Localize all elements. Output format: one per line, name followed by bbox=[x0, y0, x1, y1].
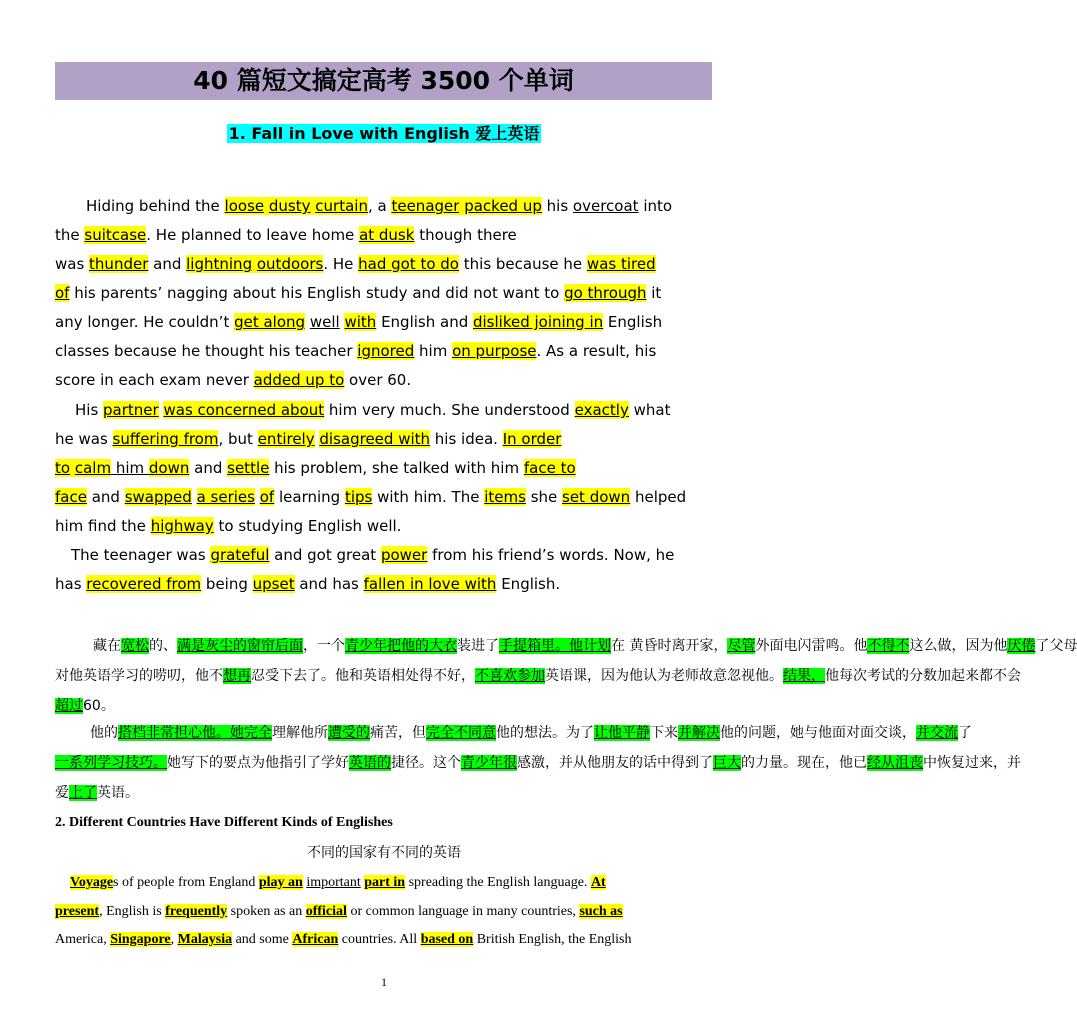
vocab-malaysia: Malaysia bbox=[177, 932, 233, 947]
text-run: 理解他所 bbox=[272, 725, 328, 741]
text-run: countries. All bbox=[338, 932, 421, 947]
text-run: 了 bbox=[958, 725, 972, 741]
vocab-teenager: teenager bbox=[391, 197, 460, 215]
text-run: his parents’ nagging about his English study and did not want to bbox=[69, 284, 565, 302]
vocab-suitcase: suitcase bbox=[84, 226, 147, 244]
vocab-cn: 搭档非常担心他。她 bbox=[118, 725, 244, 741]
vocab-cn: 宽松 bbox=[121, 638, 149, 654]
text-run: 他的问题， bbox=[720, 725, 790, 741]
vocab-cn: 上了 bbox=[69, 785, 97, 801]
vocab-at: At bbox=[590, 875, 606, 890]
para1-line-3 bbox=[55, 250, 715, 279]
text-run: was bbox=[55, 255, 90, 273]
text-run: him find the bbox=[55, 517, 151, 535]
text-run: 在 黄昏时离开家， bbox=[611, 638, 728, 654]
vocab-well: well bbox=[309, 313, 340, 331]
para1-line-2 bbox=[55, 221, 715, 250]
text-run: and bbox=[189, 459, 228, 477]
section2-heading: 2. Different Countries Have Different Kinds of Englishes bbox=[55, 815, 393, 830]
vocab-of: of bbox=[55, 284, 70, 302]
vocab-cn: 一系列 bbox=[55, 755, 97, 771]
vocab-partner: partner bbox=[103, 401, 159, 419]
text-run: the bbox=[55, 226, 85, 244]
vocab-fallen-in-love-with: fallen in love with bbox=[363, 575, 497, 593]
vocab-settle: settle bbox=[227, 459, 270, 477]
para1-line-4 bbox=[55, 279, 715, 308]
text-run: 英语课， bbox=[545, 668, 601, 684]
vocab-disliked-joining-in: disliked joining in bbox=[472, 313, 604, 331]
text-run: 对他英语学习的唠叨，他不 bbox=[55, 668, 223, 684]
paragraph-1 bbox=[55, 192, 715, 395]
vocab-cn: 完全不同意 bbox=[426, 725, 496, 741]
text-run: 他每次考试的分数加起来都不会 bbox=[825, 668, 1021, 684]
vocab-thunder: thunder bbox=[89, 255, 149, 273]
section2-line-1 bbox=[55, 869, 715, 898]
text-run: 外面电闪雷鸣。他 bbox=[755, 638, 868, 654]
para3-line-1 bbox=[55, 541, 715, 570]
vocab-cn: 英语的 bbox=[349, 755, 391, 771]
vocab-cn: 学习 bbox=[97, 755, 125, 771]
vocab-upset: upset bbox=[252, 575, 295, 593]
vocab-cn: 手提箱里。他计划 bbox=[499, 638, 611, 654]
text-run: with him. The bbox=[372, 488, 485, 506]
vocab-suffering-from: suffering from bbox=[112, 430, 219, 448]
text-run: 的、 bbox=[149, 638, 177, 654]
para1-line-7 bbox=[55, 366, 715, 395]
text-run: 中恢复过来，并 bbox=[923, 755, 1021, 771]
text-run: 写下的要点为他指引了学好 bbox=[181, 755, 349, 771]
vocab-curtain: curtain bbox=[315, 197, 368, 215]
text-run: 这么做，因为他 bbox=[909, 638, 1008, 654]
para1-line-5 bbox=[55, 308, 715, 337]
text-run: what bbox=[628, 401, 671, 419]
translation-paragraph-2 bbox=[55, 718, 1021, 808]
text-run: America bbox=[55, 932, 104, 947]
text-run: Hiding behind the bbox=[86, 197, 225, 215]
text-run: 因为他认为老师故意忽视他。 bbox=[601, 668, 783, 684]
text-run: and has bbox=[294, 575, 364, 593]
text-run: 他的想法。为了 bbox=[496, 725, 594, 741]
para2-line-1 bbox=[55, 396, 715, 425]
vocab-cn: 让他平静 bbox=[594, 725, 650, 741]
text-run: 他的 bbox=[90, 725, 118, 741]
vocab-a-series: a series bbox=[196, 488, 255, 506]
text-run: spreading the English language. bbox=[405, 875, 591, 890]
text-run: classes because he thought his teacher bbox=[55, 342, 358, 360]
vocab-ignored: ignored bbox=[357, 342, 415, 360]
vocab-cn: 并解决 bbox=[678, 725, 720, 741]
vocab-cn: 青少年很 bbox=[461, 755, 517, 771]
vocab-singapore: Singapore bbox=[110, 932, 171, 947]
text-run: 装进了 bbox=[457, 638, 499, 654]
vocab-set-down: set down bbox=[562, 488, 631, 506]
paragraph-3 bbox=[55, 541, 715, 599]
vocab-disagreed-with: disagreed with bbox=[319, 430, 431, 448]
vocab-cn: 想再 bbox=[223, 668, 251, 684]
text-run: , a bbox=[367, 197, 392, 215]
text-run: English. bbox=[496, 575, 561, 593]
text-run: English and bbox=[376, 313, 473, 331]
text-run: his idea. bbox=[430, 430, 503, 448]
text-run: his bbox=[541, 197, 573, 215]
text-run: 捷径。这个 bbox=[391, 755, 461, 771]
vocab-to: to bbox=[55, 459, 71, 477]
text-run: from his friend’s words. Now, he bbox=[427, 546, 675, 564]
vocab-frequently: frequently bbox=[165, 903, 228, 919]
vocab-part-in: part in bbox=[364, 875, 406, 890]
text-run: His bbox=[75, 401, 104, 419]
vocab-cn: 遭受的 bbox=[328, 725, 370, 741]
vocab-power: power bbox=[380, 546, 428, 564]
vocab-cn: 尽管 bbox=[727, 638, 756, 654]
vocab-exactly: exactly bbox=[574, 401, 629, 419]
text-run: 下来 bbox=[650, 725, 678, 741]
text-run: 的力量。现在，他已 bbox=[741, 755, 867, 771]
vocab-cn: 经从 bbox=[867, 755, 895, 771]
page-number: 1 bbox=[381, 975, 387, 989]
vocab-lightning: lightning bbox=[186, 255, 253, 273]
text-run: , bbox=[170, 932, 178, 947]
vocab-based-on: based on bbox=[420, 932, 474, 947]
vocab-cn: 厌倦 bbox=[1007, 638, 1036, 654]
vocab-cn: 并交流 bbox=[916, 725, 958, 741]
translation-paragraph-1 bbox=[55, 631, 1077, 721]
vocab-had-got-to-do: had got to do bbox=[358, 255, 459, 273]
vocab-cn: 完全 bbox=[244, 725, 272, 741]
vocab-cn: 满是灰尘的窗帘后面 bbox=[177, 638, 303, 654]
section1-heading-wrap bbox=[0, 122, 768, 146]
vocab-recovered-from: recovered from bbox=[86, 575, 202, 593]
text-run: and bbox=[148, 255, 187, 273]
text-run: British English, the English bbox=[473, 932, 632, 947]
vocab-tips: tips bbox=[344, 488, 373, 506]
vocab-official: official bbox=[305, 903, 347, 919]
text-run: being bbox=[201, 575, 253, 593]
cn2-line-1 bbox=[55, 718, 972, 748]
text-run: learning bbox=[274, 488, 345, 506]
vocab-was-tired: was tired bbox=[586, 255, 656, 273]
para2-line-2 bbox=[55, 425, 715, 454]
vocab-cn: 不得不 bbox=[867, 638, 910, 654]
text-run: 忍受下去了。他和英语相处得不好， bbox=[251, 668, 475, 684]
text-run: he was bbox=[55, 430, 113, 448]
para3-line-2 bbox=[55, 570, 715, 599]
text-run: score in each exam never bbox=[55, 371, 254, 389]
text-run: . As a result, his bbox=[536, 342, 657, 360]
text-run: 痛苦，但 bbox=[370, 725, 426, 741]
text-run: 她与他面对面交谈， bbox=[790, 725, 916, 741]
vocab-african: African bbox=[292, 932, 339, 947]
vocab-such-as: such as bbox=[579, 903, 623, 919]
text-run: s of people from England bbox=[113, 875, 259, 890]
vocab-cn: 沮丧 bbox=[895, 755, 923, 771]
text-run: over 60. bbox=[344, 371, 412, 389]
cn2-line-3 bbox=[55, 778, 715, 808]
vocab-items: items bbox=[484, 488, 526, 506]
vocab-on-purpose: on purpose bbox=[452, 342, 537, 360]
vocab-loose: loose bbox=[224, 197, 265, 215]
text-run: , English is bbox=[99, 903, 166, 919]
vocab-grateful: grateful bbox=[210, 546, 270, 564]
cn1-line-3 bbox=[55, 691, 715, 721]
vocab-added-up-to: added up to bbox=[253, 371, 345, 389]
text-run: into bbox=[638, 197, 673, 215]
vocab-important: important bbox=[306, 875, 361, 890]
text-run: 感激，并从他朋友的话中得到了 bbox=[517, 755, 713, 771]
vocab-of: of bbox=[259, 488, 275, 506]
text-run: or common language in many countries, bbox=[346, 903, 580, 919]
vocab-cn: 超过 bbox=[55, 698, 83, 714]
vocab-play-an: play an bbox=[258, 875, 303, 890]
text-run bbox=[192, 488, 197, 506]
section2-line-3 bbox=[55, 926, 715, 955]
vocab-highway: highway bbox=[150, 517, 214, 535]
text-run: ，一个 bbox=[303, 638, 345, 654]
vocab-packed-up: packed up bbox=[464, 197, 542, 215]
cn1-line-2 bbox=[55, 661, 1021, 691]
text-run: and some bbox=[232, 932, 293, 947]
section2-line-2 bbox=[55, 898, 715, 927]
vocab-get-along: get along bbox=[234, 313, 306, 331]
para1-line-6 bbox=[55, 337, 715, 366]
vocab-at-dusk: at dusk bbox=[359, 226, 415, 244]
vocab-overcoat: overcoat bbox=[572, 197, 639, 215]
text-run: she bbox=[525, 488, 563, 506]
section2-paragraph bbox=[55, 869, 715, 955]
vocab-down: down bbox=[148, 459, 190, 477]
text-run: to studying English well. bbox=[213, 517, 402, 535]
text-run: it bbox=[646, 284, 662, 302]
text-run: 了父母 bbox=[1035, 638, 1077, 654]
text-run: him very much. She understood bbox=[324, 401, 575, 419]
vocab-go-through: go through bbox=[564, 284, 647, 302]
text-run: spoken as an bbox=[227, 903, 306, 919]
page-title: 40 篇短文搞定高考 3500 个单词 bbox=[55, 62, 712, 100]
text-run: 60。 bbox=[83, 698, 115, 714]
para2-line-5 bbox=[55, 512, 715, 541]
vocab-cn: 不喜欢 bbox=[475, 668, 517, 684]
text-run: this because he bbox=[459, 255, 587, 273]
vocab-outdoors: outdoors bbox=[256, 255, 324, 273]
vocab-in-order: In order bbox=[502, 430, 562, 448]
section1-heading: 1. Fall in Love with English 爱上英语 bbox=[228, 124, 540, 143]
text-run: and bbox=[86, 488, 125, 506]
text-run: 爱 bbox=[55, 785, 69, 801]
text-run: though there bbox=[414, 226, 517, 244]
text-run: . He planned to leave home bbox=[146, 226, 360, 244]
text-run: 藏在 bbox=[93, 638, 121, 654]
para1-line-1 bbox=[55, 192, 715, 221]
para2-line-3 bbox=[55, 454, 715, 483]
text-run: any longer. He couldn’t bbox=[55, 313, 235, 331]
vocab-face-to: face to bbox=[523, 459, 576, 477]
vocab-with: with bbox=[344, 313, 377, 331]
vocab-cn: 技巧。 bbox=[125, 755, 167, 771]
text-run: his problem, she talked with him bbox=[269, 459, 524, 477]
text-run: has bbox=[55, 575, 87, 593]
vocab-cn: 巨大 bbox=[713, 755, 741, 771]
vocab-cn: 青少年把他的大衣 bbox=[345, 638, 457, 654]
text-run: The teenager was bbox=[71, 546, 211, 564]
vocab-cn: 结果， bbox=[783, 668, 825, 684]
vocab-entirely: entirely bbox=[257, 430, 315, 448]
text-run: English bbox=[603, 313, 663, 331]
section2-heading-cn: 不同的国家有不同的英语 bbox=[307, 845, 461, 861]
cn1-line-1 bbox=[55, 631, 1077, 661]
text-run: helped bbox=[630, 488, 687, 506]
text-run: him bbox=[414, 342, 453, 360]
text-run: , bbox=[103, 932, 111, 947]
vocab-swapped: swapped bbox=[124, 488, 192, 506]
vocab-face: face bbox=[55, 488, 87, 506]
vocab-present: present bbox=[55, 903, 100, 919]
text-run: 英语。 bbox=[97, 785, 139, 801]
text-run: and got great bbox=[269, 546, 381, 564]
para2-line-4 bbox=[55, 483, 715, 512]
text-run: . He bbox=[323, 255, 359, 273]
vocab-was-concerned-about: was concerned about bbox=[163, 401, 325, 419]
vocab-voyage: Voyage bbox=[70, 875, 114, 890]
vocab-dusty: dusty bbox=[268, 197, 311, 215]
text-run: 她 bbox=[167, 755, 181, 771]
cn2-line-2 bbox=[55, 748, 1021, 778]
vocab-calm: calm bbox=[74, 459, 112, 477]
paragraph-2 bbox=[55, 396, 715, 541]
text-run: him bbox=[111, 459, 149, 477]
text-run: , but bbox=[218, 430, 258, 448]
vocab-cn: 参加 bbox=[517, 668, 545, 684]
